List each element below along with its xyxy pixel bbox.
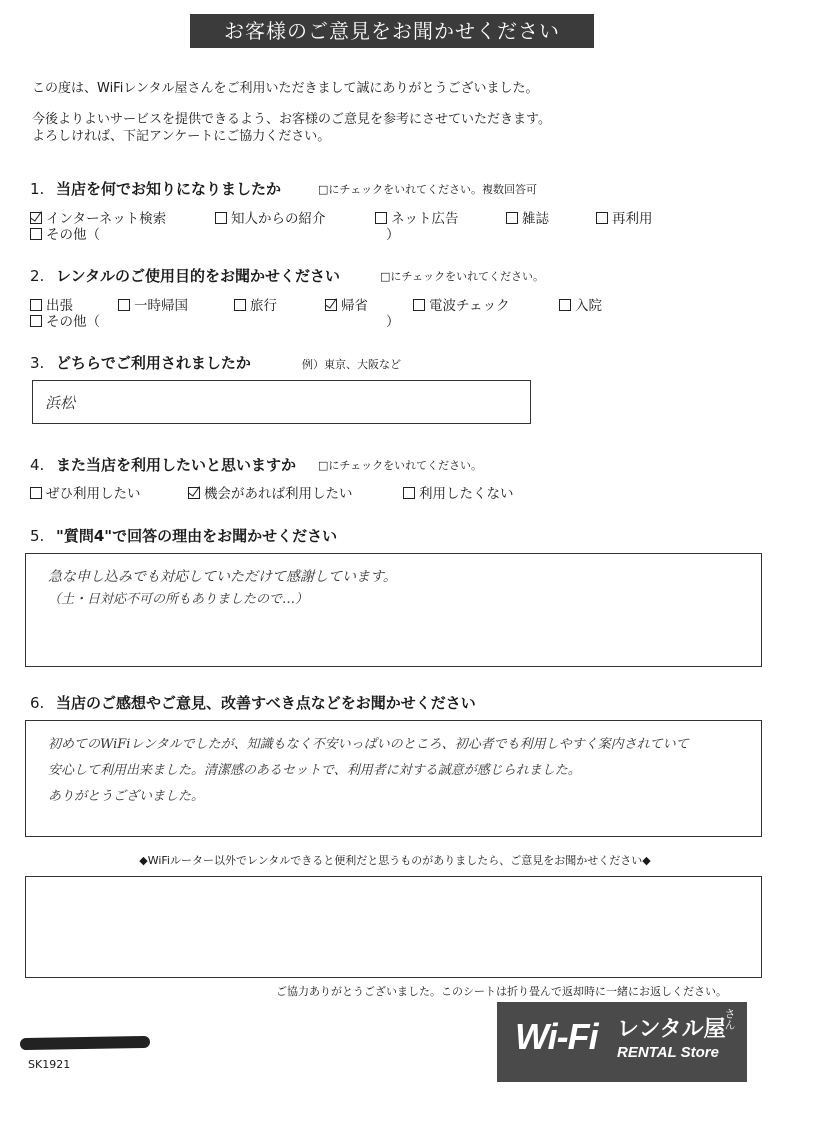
- q1-option-magazine[interactable]: [506, 207, 549, 227]
- q2-option-label: 電波チェック: [429, 298, 510, 314]
- q4-title-text: また当店を利用したいと思いますか: [56, 456, 297, 474]
- q1-option-label: 知人からの紹介: [231, 211, 326, 227]
- q2-option-label: 入院: [575, 298, 602, 314]
- q6-answer-line-2: 安心して利用出来ました。清潔感のあるセットで、利用者に対する誠意が感じられました。: [48, 763, 581, 778]
- q2-option-hospital[interactable]: [559, 294, 602, 314]
- q2-option-label: 旅行: [250, 298, 277, 314]
- q2-option-temporary-return[interactable]: [118, 294, 188, 314]
- q3-answer: 浜松: [45, 394, 76, 412]
- q5-title-text: "質問4"で回答の理由をお聞かせください: [56, 527, 338, 545]
- checkbox-icon[interactable]: [403, 487, 415, 499]
- q4-option-label: 機会があれば利用したい: [204, 486, 353, 502]
- checkbox-checked-icon[interactable]: [325, 299, 337, 311]
- q1-option-reuse[interactable]: [596, 207, 653, 227]
- q6-number: 6.: [30, 694, 45, 712]
- intro-line-3: よろしければ、下記アンケートにご協力ください。: [32, 129, 331, 144]
- q2-option-label: 出張: [46, 298, 73, 314]
- q2-option-label: 帰省: [341, 298, 368, 314]
- q6-title: [30, 692, 476, 713]
- redaction-bar: [20, 1036, 150, 1050]
- checkbox-icon[interactable]: [234, 299, 246, 311]
- footer-thanks: ご協力ありがとうございました。このシートは折り畳んで返却時に一緒にお返しください。: [276, 985, 727, 998]
- q4-note: □にチェックをいれてください。: [318, 459, 483, 472]
- q4-option-if-chance[interactable]: [188, 482, 353, 502]
- q2-option-other[interactable]: [30, 310, 100, 330]
- q7-prompt: ◆WiFiルーター以外でレンタルできると便利だと思うものがありましたら、ご意見をお聞かせください◆: [139, 854, 651, 867]
- q4-option-no[interactable]: [403, 482, 514, 502]
- checkbox-checked-icon[interactable]: [188, 487, 200, 499]
- q5-answer-line-2: （土・日対応不可の所もありましたので…）: [48, 592, 309, 607]
- q5-title: [30, 525, 337, 546]
- q2-title: [30, 265, 340, 286]
- q4-option-label: 利用したくない: [419, 486, 514, 502]
- q2-option-homecoming[interactable]: [325, 294, 368, 314]
- q1-other-label: その他（: [46, 227, 100, 243]
- q6-answer-line-3: ありがとうございました。: [48, 789, 205, 804]
- q1-number: 1.: [30, 180, 45, 198]
- q6-answer-box[interactable]: [25, 720, 762, 837]
- q2-other-close: ）: [386, 314, 400, 330]
- checkbox-icon[interactable]: [30, 315, 42, 327]
- q3-title: [30, 352, 251, 373]
- q5-number: 5.: [30, 527, 45, 545]
- q1-title: [30, 178, 281, 199]
- q3-note: 例）東京、大阪など: [302, 358, 401, 371]
- checkbox-icon[interactable]: [30, 487, 42, 499]
- q2-number: 2.: [30, 267, 45, 285]
- q3-title-text: どちらでご利用されましたか: [56, 354, 251, 372]
- q3-answer-box[interactable]: [32, 380, 531, 424]
- logo-san-text: さん: [723, 1008, 736, 1030]
- q2-option-label: 一時帰国: [134, 298, 188, 314]
- q7-answer-box[interactable]: [25, 876, 762, 978]
- q4-number: 4.: [30, 456, 45, 474]
- q1-option-label: ネット広告: [391, 211, 459, 227]
- q2-option-signal-check[interactable]: [413, 294, 510, 314]
- logo-japanese-text: レンタル屋: [617, 1017, 726, 1042]
- checkbox-icon[interactable]: [596, 212, 608, 224]
- q2-other-label: その他（: [46, 314, 100, 330]
- checkbox-icon[interactable]: [413, 299, 425, 311]
- q1-option-label: 雑誌: [522, 211, 549, 227]
- q3-number: 3.: [30, 354, 45, 372]
- form-code: SK1921: [28, 1058, 71, 1071]
- logo-wifi-text: Wi-Fi: [515, 1016, 598, 1057]
- checkbox-icon[interactable]: [559, 299, 571, 311]
- q2-note: □にチェックをいれてください。: [380, 270, 545, 283]
- q1-option-label: インターネット検索: [46, 211, 167, 227]
- page-title: お客様のご意見をお聞かせください: [190, 14, 594, 48]
- q5-answer-box[interactable]: [25, 553, 762, 667]
- q4-title: [30, 454, 296, 475]
- q4-option-label: ぜひ利用したい: [46, 486, 141, 502]
- q6-title-text: 当店のご感想やご意見、改善すべき点などをお聞かせください: [56, 694, 476, 712]
- intro-line-1: この度は、WiFiレンタル屋さんをご利用いただきまして誠にありがとうございました。: [32, 81, 539, 96]
- intro-line-2: 今後よりよいサービスを提供できるよう、お客様のご意見を参考にさせていただきます。: [32, 112, 551, 127]
- q1-title-text: 当店を何でお知りになりましたか: [56, 180, 282, 198]
- q4-option-definitely[interactable]: [30, 482, 141, 502]
- checkbox-icon[interactable]: [215, 212, 227, 224]
- checkbox-icon[interactable]: [30, 228, 42, 240]
- company-logo: [497, 1002, 747, 1082]
- q2-title-text: レンタルのご使用目的をお聞かせください: [56, 267, 341, 285]
- q1-option-referral[interactable]: [215, 207, 326, 227]
- q6-answer-line-1: 初めてのWiFiレンタルでしたが、知識もなく不安いっぱいのところ、初心者でも利用しやすく案内されていて: [48, 737, 689, 752]
- checkbox-icon[interactable]: [506, 212, 518, 224]
- q1-option-other[interactable]: [30, 223, 100, 243]
- q1-other-close: ）: [386, 227, 400, 243]
- q1-note: □にチェックをいれてください。複数回答可: [318, 183, 538, 196]
- q5-answer-line-1: 急な申し込みでも対応していただけて感謝しています。: [48, 569, 397, 585]
- q2-option-travel[interactable]: [234, 294, 277, 314]
- checkbox-icon[interactable]: [118, 299, 130, 311]
- logo-subtitle: RENTAL Store: [617, 1044, 719, 1061]
- q1-option-label: 再利用: [612, 211, 653, 227]
